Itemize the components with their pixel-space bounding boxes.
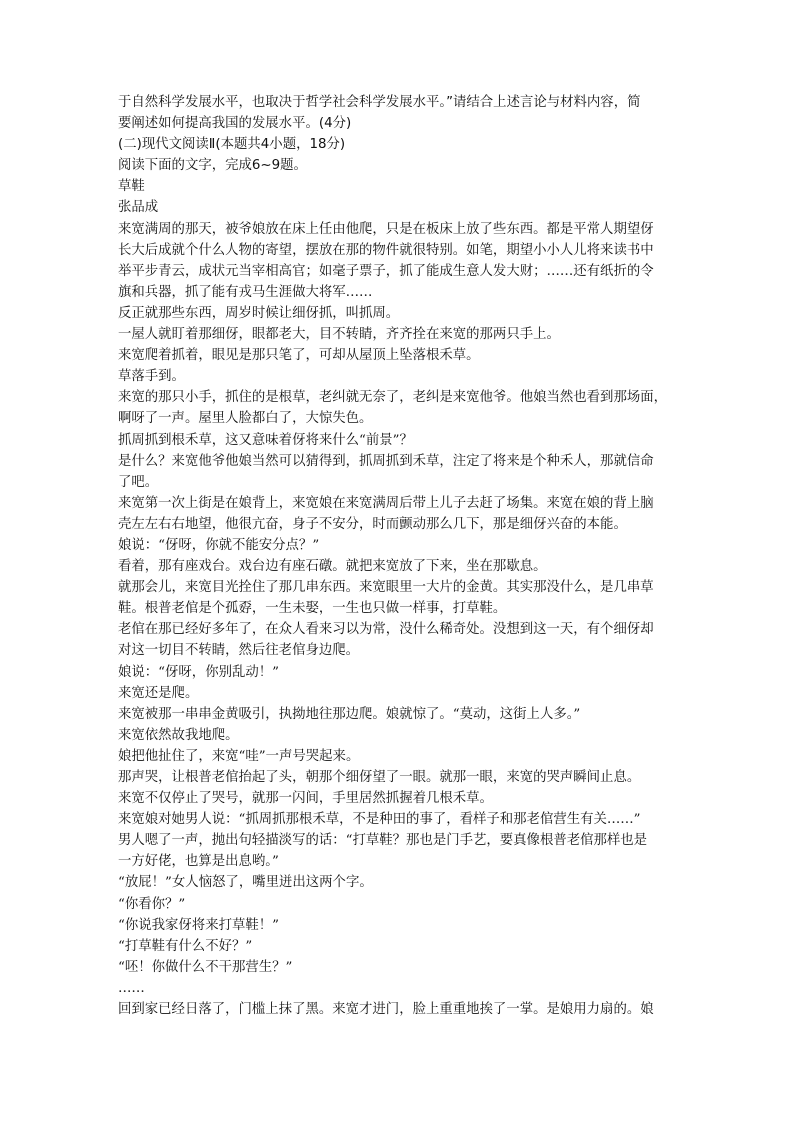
text-line: 娘说：“伢呀，你就不能安分点？” xyxy=(118,537,320,553)
text-line: 来宽依然故我地爬。 xyxy=(118,727,239,743)
text-line: 来宽娘对她男人说：“抓周抓那根禾草，不是种田的事了，看样子和那老倌营生有关……” xyxy=(118,812,641,828)
text-line: …… xyxy=(118,980,145,996)
text-line: 旗和兵器，抓了能有戎马生涯做大将军…… xyxy=(118,284,373,300)
text-line: 娘把他扯住了，来宽“哇”一声号哭起来。 xyxy=(118,748,360,764)
instruction-line: 阅读下面的文字，完成6~9题。 xyxy=(118,158,307,174)
text-line: 来宽的那只小手，抓住的是根草，老纠就无奈了，老纠是来宽他爷。他娘当然也看到那场面， xyxy=(118,390,668,406)
text-line: 长大后成就个什么人物的寄望，摆放在那的物件就很特别。如笔，期望小小人儿将来读书中 xyxy=(118,242,654,258)
text-line: “打草鞋有什么不好？” xyxy=(118,938,253,954)
text-line: “放屁！”女人恼怒了，嘴里迸出这两个字。 xyxy=(118,875,373,891)
text-line: 男人嗯了一声，抛出句轻描淡写的话：“打草鞋？那也是门手艺，要真像根普老倌那样也是 xyxy=(118,833,648,849)
text-line: 一屋人就盯着那细伢，眼都老大，目不转睛，齐齐拴在来宽的那两只手上。 xyxy=(118,327,560,343)
text-line: 草落手到。 xyxy=(118,369,185,385)
text-line: 看着，那有座戏台。戏台边有座石礅。就把来宽放了下来，坐在那歇息。 xyxy=(118,559,547,575)
text-line: 来宽第一次上街是在娘背上，来宽娘在来宽满周后带上儿子去赶了场集。来宽在娘的背上脑 xyxy=(118,495,654,511)
text-line: 举平步青云，成状元当宰相高官；如毫子票子，抓了能成生意人发大财；……还有纸折的令 xyxy=(118,263,654,279)
text-line: “你看你？” xyxy=(118,896,186,912)
text-line: 娘说：“伢呀，你别乱动！” xyxy=(118,664,279,680)
text-line: 一方好佬，也算是出息哟。” xyxy=(118,854,279,870)
text-line: 是什么？来宽他爷他娘当然可以猜得到，抓周抓到禾草，注定了将来是个种禾人，那就信命 xyxy=(118,453,654,469)
text-line: “呸！你做什么不干那营生？” xyxy=(118,959,293,975)
text-line: 对这一切目不转睛，然后往老倌身边爬。 xyxy=(118,643,360,659)
story-author: 张品成 xyxy=(118,200,159,216)
text-line: 来宽满周的那天，被爷娘放在床上任由他爬，只是在板床上放了些东西。都是平常人期望伢 xyxy=(118,221,654,237)
text-line: 了吧。 xyxy=(118,474,159,490)
text-line: 来宽还是爬。 xyxy=(118,685,199,701)
document-page xyxy=(118,92,680,1020)
text-line: 啊呀了一声。屋里人脸都白了，大惊失色。 xyxy=(118,411,373,427)
text-line: 反正就那些东西，周岁时候让细伢抓，叫抓周。 xyxy=(118,305,400,321)
text-line: 那声哭，让根普老倌抬起了头，朝那个细伢望了一眼。就那一眼，来宽的哭声瞬间止息。 xyxy=(118,770,641,785)
text-line: 要阐述如何提高我国的发展水平。(4分) xyxy=(118,116,352,132)
text-line: 来宽爬着抓着，眼见是那只笔了，可却从屋顶上坠落根禾草。 xyxy=(118,348,480,364)
story-title: 草鞋 xyxy=(118,179,145,195)
text-line: 来宽被那一串串金黄吸引，执拗地往那边爬。娘就惊了。“莫动，这街上人多。” xyxy=(118,706,581,722)
text-line: 来宽不仅停止了哭号，就那一闪间，手里居然抓握着几根禾草。 xyxy=(118,791,493,807)
text-line: 壳左左右右地望，他很亢奋，身子不安分，时而颤动那么几下，那是细伢兴奋的本能。 xyxy=(118,516,627,532)
text-line: 于自然科学发展水平，也取决于哲学社会科学发展水平。”请结合上述言论与材料内容，简 xyxy=(118,95,641,110)
text-line: “你说我家伢将来打草鞋！” xyxy=(118,917,279,933)
section-heading: (二)现代文阅读Ⅱ(本题共4小题，18分) xyxy=(118,137,346,153)
text-line: 抓周抓到根禾草，这又意味着伢将来什么“前景”？ xyxy=(118,432,413,448)
text-line: 老倌在那已经好多年了，在众人看来习以为常，没什么稀奇处。没想到这一天，有个细伢却 xyxy=(118,622,654,638)
text-line: 鞋。根普老倌是个孤孬，一生未娶，一生也只做一样事，打草鞋。 xyxy=(118,601,507,617)
text-line: 回到家已经日落了，门槛上抹了黑。来宽才进门，脸上重重地挨了一掌。是娘用力扇的。娘 xyxy=(118,1002,654,1018)
text-line: 就那会儿，来宽目光拴住了那几串东西。来宽眼里一大片的金黄。其实那没什么，是几串草 xyxy=(118,580,654,596)
